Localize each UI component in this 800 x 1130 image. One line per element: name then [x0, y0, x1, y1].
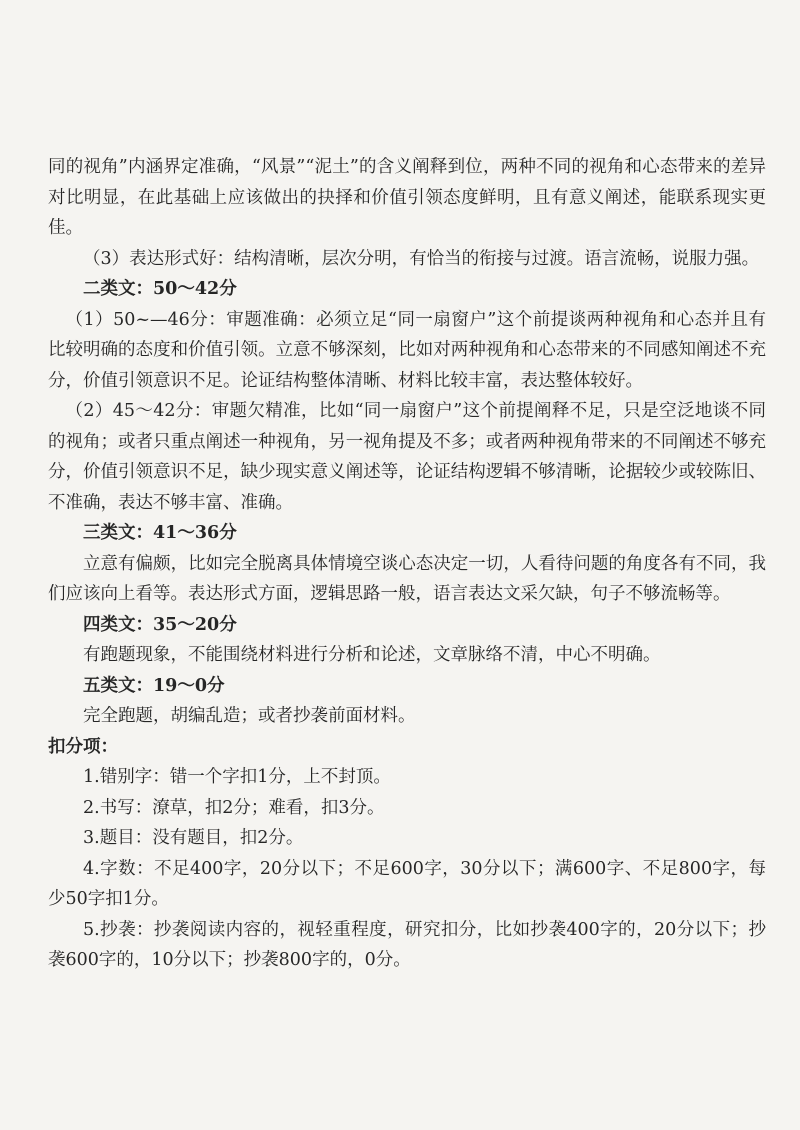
paragraph-class-four: 有跑题现象，不能围绕材料进行分析和论述，文章脉络不清，中心不明确。 — [83, 645, 661, 665]
heading-class-four: 四类文：35～20分 — [83, 614, 237, 635]
paragraph-class-five: 完全跑题，胡编乱造；或者抄袭前面材料。 — [83, 706, 416, 726]
heading-class-three: 三类文：41～36分 — [83, 523, 237, 543]
paragraph-class-three: 立意有偏颇，比如完全脱离具体情境空谈心态决定一切，人看待问题的角度各有不同，我们应该向上看等。表达形式方面，逻辑思路一般，语言表达文采欠缺，句子不够流畅等。 — [48, 553, 766, 604]
paragraph-expression-form: （3）表达形式好：结构清晰，层次分明，有恰当的衔接与过渡。语言流畅，说服力强。 — [83, 248, 760, 269]
deduction-item: 4.字数：不足400字，20分以下；不足600字，30分以下；满600字、不足800字，每少50字扣1分。 — [48, 858, 766, 909]
heading-class-five: 五类文：19～0分 — [83, 675, 225, 696]
paragraph-class-two-item-2: （2）45～42分：审题欠精准，比如“同一扇窗户”这个前提阐释不足，只是空泛地谈不同的视角；或者只重点阐述一种视角，另一视角提及不多；或者两种视角带来的不同阐述不够充分，价值引领意识不足，缺少现实意义阐述等，论证结构逻辑不够清晰，论据较少或较陈旧、不准确，表达不够丰富、准确。 — [48, 401, 766, 513]
paragraph-class-two-item-1: （1）50~—46分：审题准确：必须立足“同一扇窗户”这个前提谈两种视角和心态并且有比较明确的态度和价值引领。立意不够深刻，比如对两种视角和心态带来的不同感知阐述不充分，价值引领意识不足。论证结构整体清晰、材料比较丰富，表达整体较好。 — [48, 309, 766, 391]
heading-class-two: 二类文：50～42分 — [83, 279, 237, 299]
deduction-item: 1.错别字：错一个字扣1分，上不封顶。 — [83, 767, 391, 787]
heading-deductions: 扣分项： — [48, 736, 118, 757]
deduction-item: 5.抄袭：抄袭阅读内容的，视轻重程度，研究扣分，比如抄袭400字的，20分以下；抄袭600字的，10分以下；抄袭800字的，0分。 — [48, 919, 766, 970]
paragraph-criteria-continued: 同的视角”内涵界定准确，“风景”“泥土”的含义阐释到位，两种不同的视角和心态带来的差异对比明显，在此基础上应该做出的抉择和价值引领态度鲜明，且有意义阐述，能联系现实更佳。 — [48, 157, 766, 238]
deduction-item: 2.书写：潦草，扣2分；难看，扣3分。 — [83, 797, 385, 818]
document-body — [48, 152, 766, 976]
deduction-item: 3.题目：没有题目，扣2分。 — [83, 828, 304, 848]
